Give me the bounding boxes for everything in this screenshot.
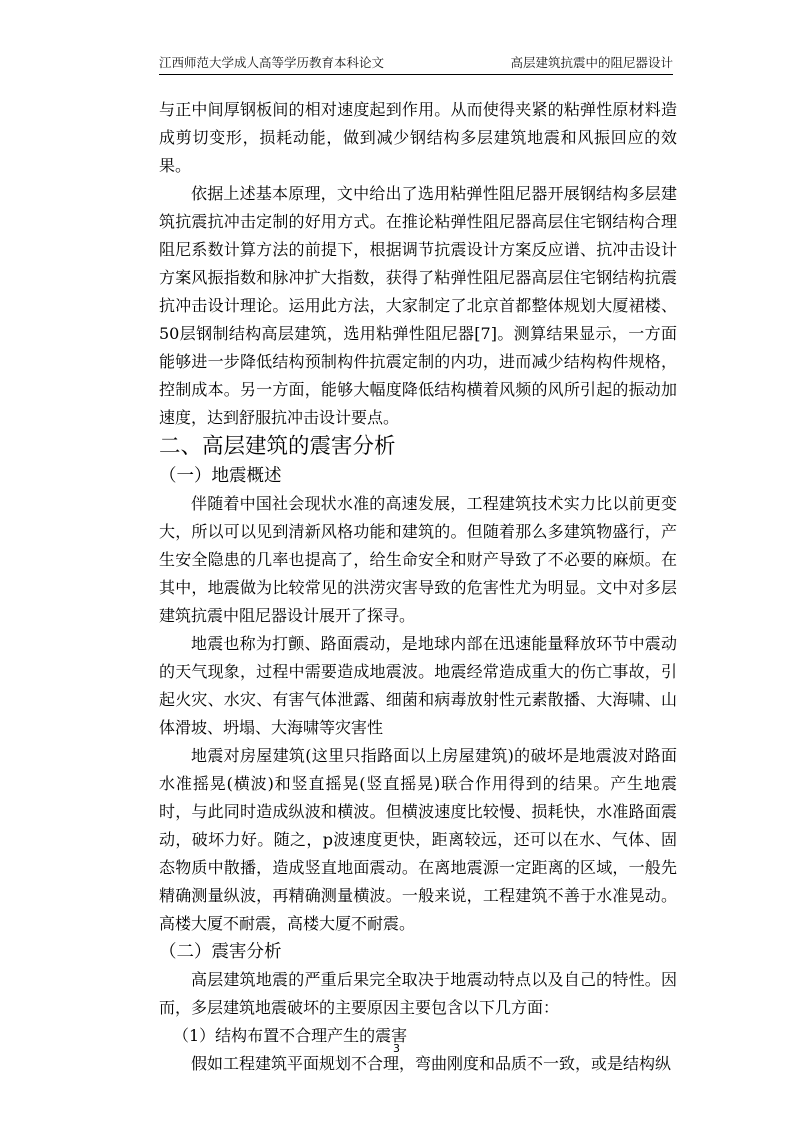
paragraph-seismic-waves: 地震对房屋建筑(这里只指路面以上房屋建筑)的破坏是地震波对路面水准摇晃(横波)和竖直摇晃(竖直摇晃)联合作用得到的结果。产生地震时，与此同时造成纵波和横波。但横波速度比较慢、损耗快，水准路面震动，破坏力好。随之，p波速度更快，距离较远，还可以在水、气体、固态物质中散播，造成竖直地面震动。在离地震源一定距离的区域，一般先精确测量纵波，再精确测量横波。一般来说，工程建筑不善于水准晃动。高楼大厦不耐震，高楼大厦不耐震。 <box>159 746 677 933</box>
page-body <box>159 96 677 1078</box>
header-rule <box>159 74 673 75</box>
subsection-heading-damage-analysis: （二）震害分析 <box>159 942 282 962</box>
list-item-structure-layout: （1）结构布置不合理产生的震害 <box>173 1026 408 1045</box>
section-heading: 二、高层建筑的震害分析 <box>159 434 396 459</box>
paragraph-damper-method: 依据上述基本原理，文中给出了选用粘弹性阻尼器开展钢结构多层建筑抗震抗冲击定制的好用方式。在推论粘弹性阻尼器高层住宅钢结构合理阻尼系数计算方法的前提下，根据调节抗震设计方案反应谱、抗冲击设计方案风振指数和脉冲扩大指数，获得了粘弹性阻尼器高层住宅钢结构抗震抗冲击设计理论。运用此方法，大家制定了北京首都整体规划大厦裙楼、50层钢制结构高层建筑，选用粘弹性阻尼器[7]。测算结果显示，一方面能够进一步降低结构预制构件抗震定制的内功，进而减少结构构件规格，控制成本。另一方面，能够大幅度降低结构横着风频的风所引起的振动加速度，达到舒服抗冲击设计要点。 <box>159 184 677 427</box>
header-thesis-title: 江西师范大学成人高等学历教育本科论文 <box>159 55 385 70</box>
paragraph-layout-irregularity: 假如工程建筑平面规划不合理，弯曲刚度和品质不一致，或是结构纵 <box>191 1054 672 1073</box>
paragraph-continued: 与正中间厚钢板间的相对速度起到作用。从而使得夹紧的粘弹性原材料造成剪切变形，损耗动能，做到减少钢结构多层建筑地震和风振回应的效果。 <box>159 100 677 175</box>
subsection-heading-earthquake-overview: （一）地震概述 <box>159 466 282 486</box>
page-number: 3 <box>393 1042 400 1055</box>
page-header <box>159 54 673 72</box>
header-paper-title: 高层建筑抗震中的阻尼器设计 <box>510 55 673 70</box>
paragraph-damage-causes: 高层建筑地震的严重后果完全取决于地震动特点以及自己的特性。因而，多层建筑地震破坏的主要原因主要包含以下几方面： <box>159 970 677 1017</box>
paragraph-earthquake-definition: 地震也称为打颤、路面震动，是地球内部在迅速能量释放环节中震动的天气现象，过程中需要造成地震波。地震经常造成重大的伤亡事故，引起火灾、水灾、有害气体泄露、细菌和病毒放射性元素散播、大海啸、山体滑坡、坍塌、大海啸等灾害性 <box>159 634 677 737</box>
paragraph-development: 伴随着中国社会现状水准的高速发展，工程建筑技术实力比以前更变大，所以可以见到清新风格功能和建筑的。但随着那么多建筑物盛行，产生安全隐患的几率也提高了，给生命安全和财产导致了不必要的麻烦。在其中，地震做为比较常见的洪涝灾害导致的危害性尤为明显。文中对多层建筑抗震中阻尼器设计展开了探寻。 <box>159 494 677 625</box>
